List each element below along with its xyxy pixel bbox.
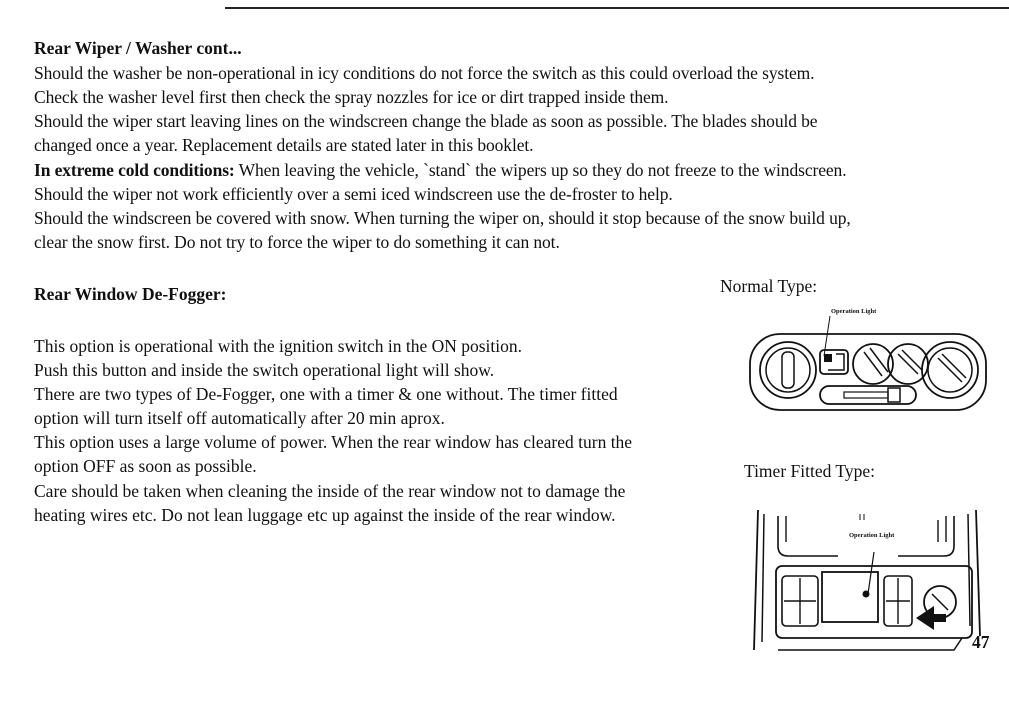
defogger-line: option OFF as soon as possible. xyxy=(34,456,257,476)
defogger-line: option will turn itself off automatically after 20 min aprox. xyxy=(34,408,445,428)
timer-type-caption: Timer Fitted Type: xyxy=(744,461,876,481)
cold-conditions-label: In extreme cold conditions: xyxy=(34,160,235,180)
wiper-line: clear the snow first. Do not try to force the wiper to do something it can not. xyxy=(34,232,560,252)
defogger-line: Care should be taken when cleaning the inside of the rear window not to damage the xyxy=(34,481,626,501)
defogger-line: This option uses a large volume of power. When the rear window has cleared turn the xyxy=(34,432,633,452)
operation-light-label: Operation Light xyxy=(831,308,877,315)
normal-type-caption: Normal Type: xyxy=(720,276,818,296)
wiper-line: Should the windscreen be covered with snow. When turning the wiper on, should it stop because of the snow build up, xyxy=(34,208,851,228)
wiper-line: changed once a year. Replacement details are stated later in this booklet. xyxy=(34,135,534,155)
defogger-line: Push this button and inside the switch operational light will show. xyxy=(34,360,495,380)
defogger-line: This option is operational with the ignition switch in the ON position. xyxy=(34,336,523,356)
cold-conditions-text: When leaving the vehicle, `stand` the wipers up so they do not freeze to the windscreen. xyxy=(234,160,847,180)
page-number: 47 xyxy=(972,632,990,652)
wiper-line: Check the washer level first then check the spray nozzles for ice or dirt trapped inside them. xyxy=(34,87,669,107)
defogger-heading: Rear Window De-Fogger: xyxy=(34,284,227,304)
operation-light-label-timer: Operation Light xyxy=(849,532,895,539)
wiper-line: Should the wiper not work efficiently over a semi iced windscreen use the de-froster to help. xyxy=(34,184,673,204)
wiper-line: Should the washer be non-operational in icy conditions do not force the switch as this could overload the system. xyxy=(34,63,815,83)
timer-control-panel-icon xyxy=(748,506,984,656)
wiper-heading: Rear Wiper / Washer cont... xyxy=(34,38,242,58)
defogger-line: heating wires etc. Do not lean luggage etc up against the inside of the rear window. xyxy=(34,505,616,525)
cold-conditions-line xyxy=(34,160,846,181)
top-rule xyxy=(225,7,1009,9)
defogger-line: There are two types of De-Fogger, one with a timer & one without. The timer fitted xyxy=(34,384,618,404)
heater-control-panel-icon xyxy=(748,316,988,416)
wiper-line: Should the wiper start leaving lines on the windscreen change the blade as soon as possible. The blades should be xyxy=(34,111,818,131)
